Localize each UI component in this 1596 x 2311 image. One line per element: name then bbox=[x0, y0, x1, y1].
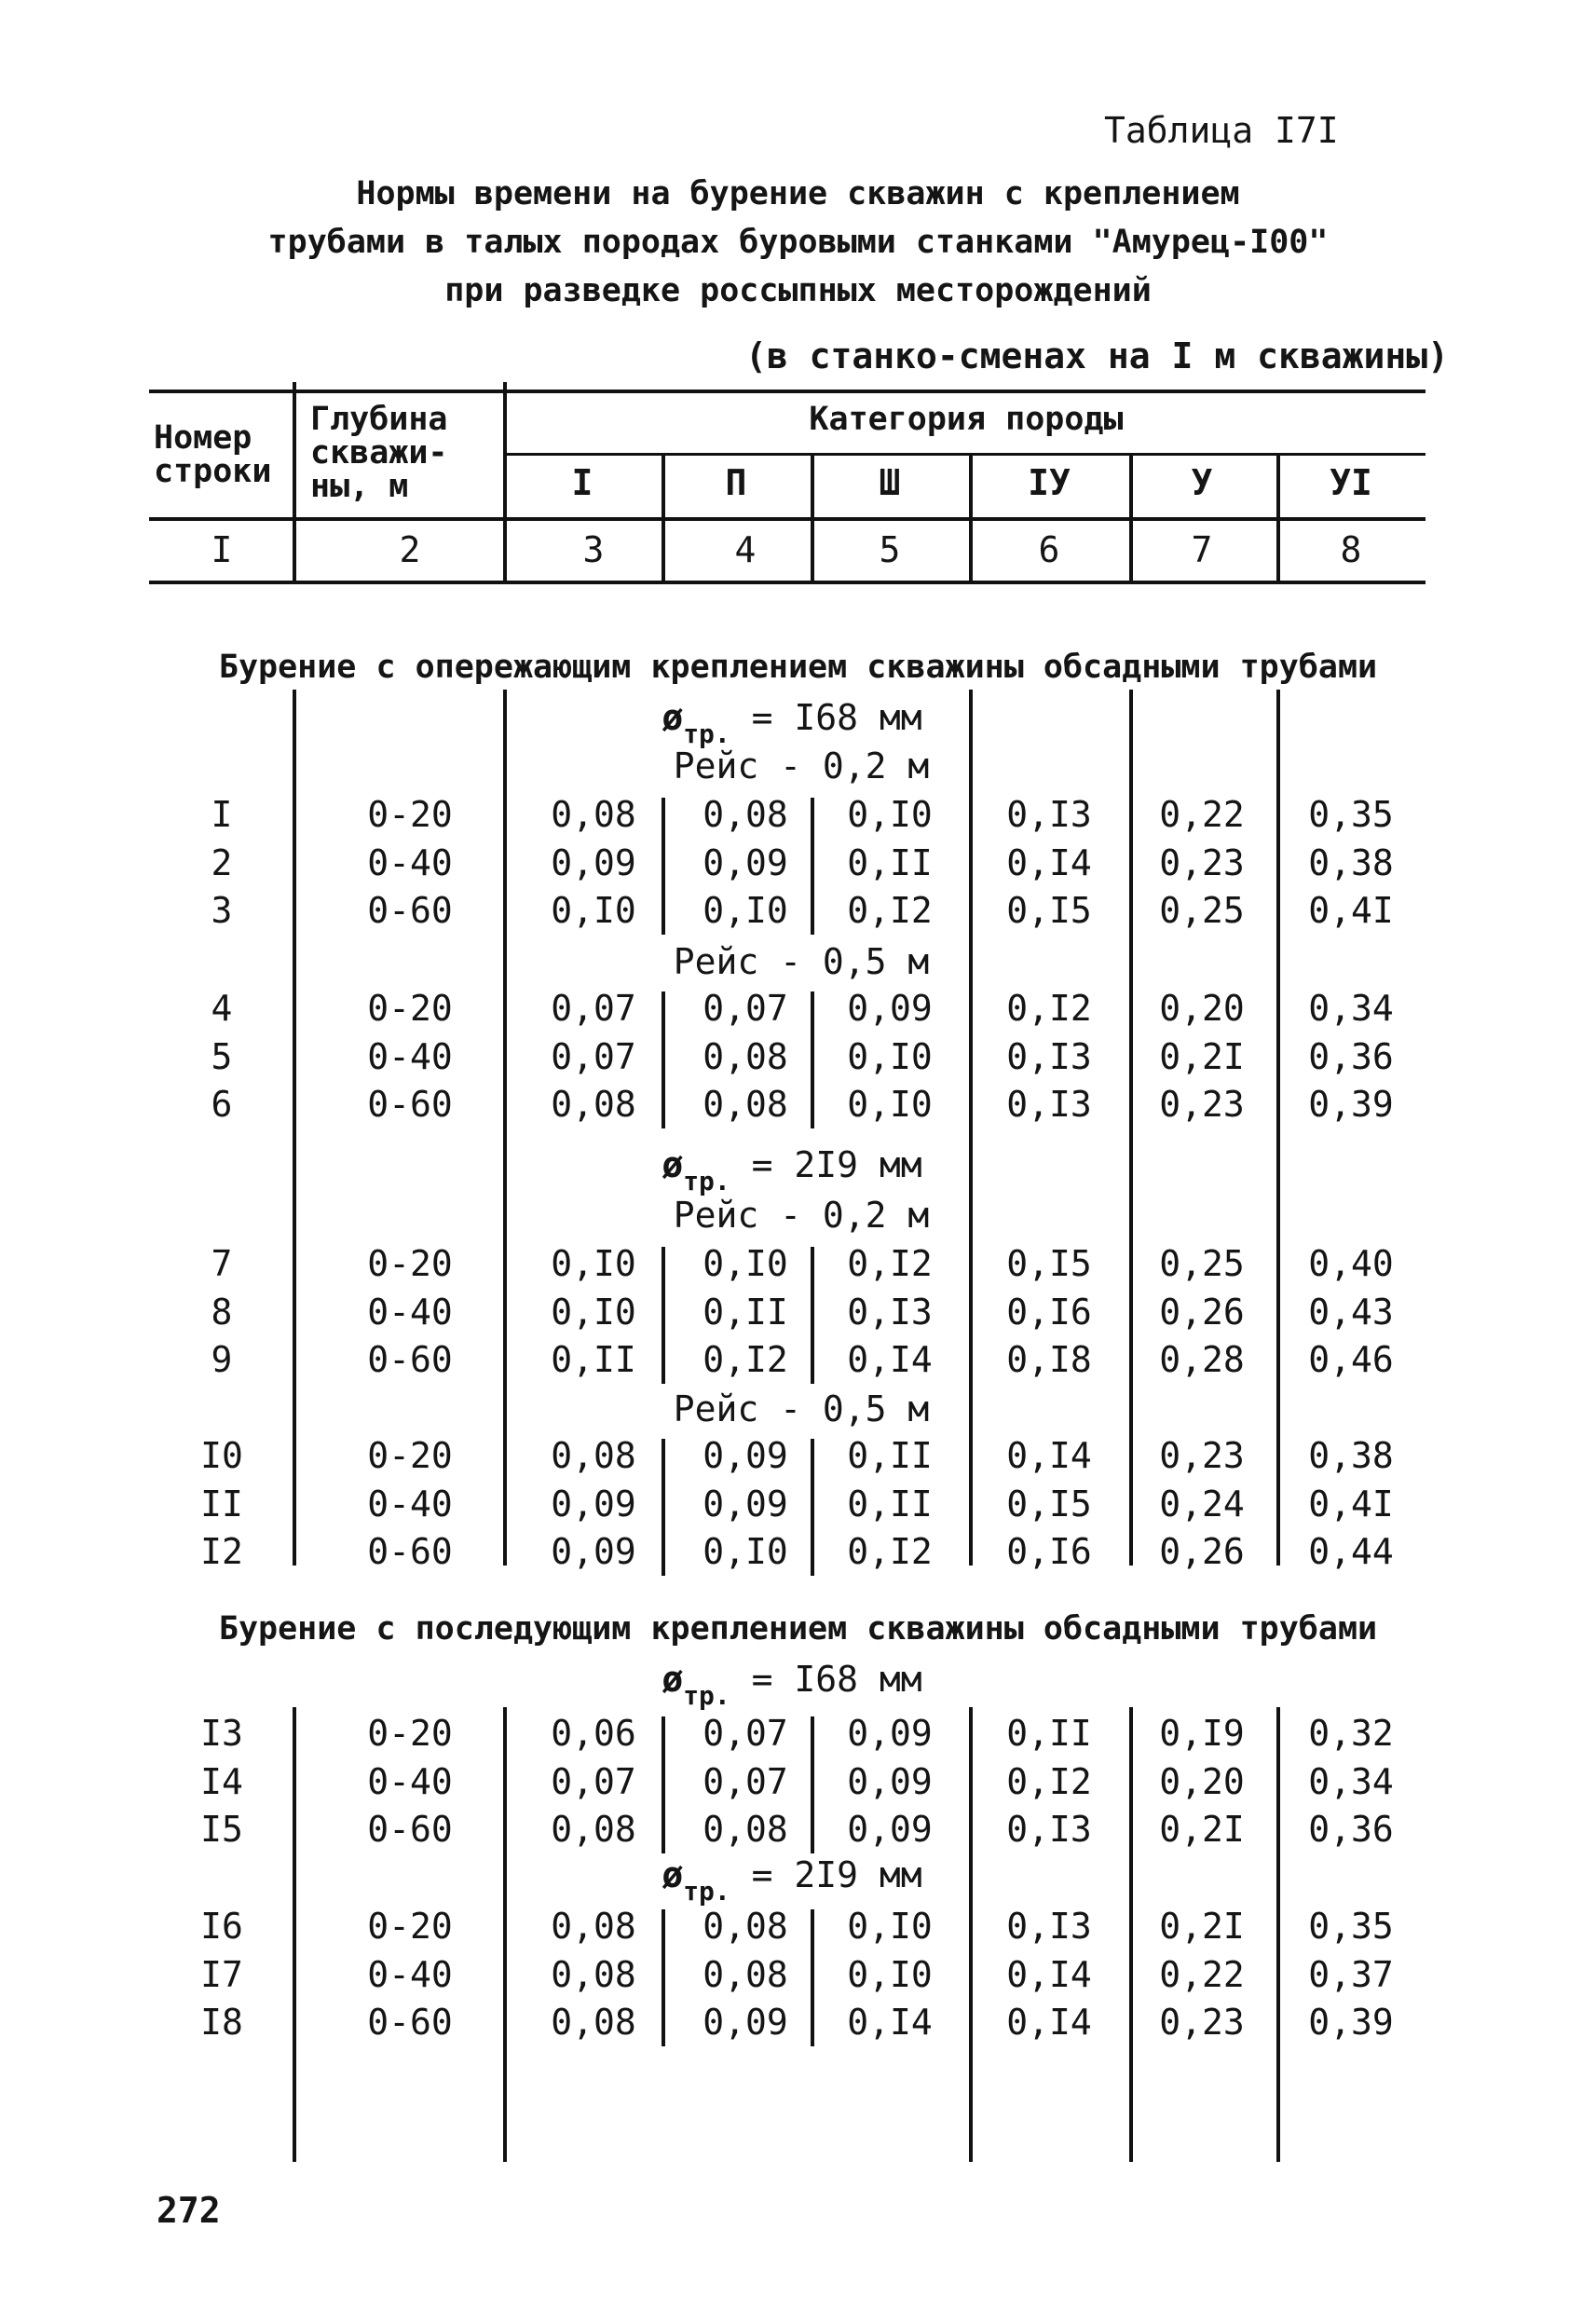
column-divider bbox=[293, 690, 296, 1566]
norm-cell-cat-6: 0,44 bbox=[1308, 1531, 1394, 1572]
norm-cell-cat-6: 0,32 bbox=[1308, 1713, 1394, 1754]
depth-cell: 0-60 bbox=[367, 1809, 453, 1850]
title-line-2: трубами в талых породах буровыми станками "Амурец-I00" bbox=[267, 224, 1329, 261]
norm-cell-cat-2: 0,09 bbox=[703, 2002, 788, 2043]
norm-cell-cat-2: 0,07 bbox=[703, 1713, 788, 1754]
row-number: I2 bbox=[200, 1531, 243, 1572]
norm-cell-cat-5: 0,23 bbox=[1159, 1435, 1245, 1476]
norm-cell-cat-3: 0,I0 bbox=[847, 1084, 933, 1125]
column-number-5: 5 bbox=[879, 529, 901, 570]
norm-cell-cat-6: 0,37 bbox=[1308, 1953, 1394, 1995]
norm-cell-cat-2: 0,09 bbox=[703, 841, 788, 883]
depth-cell: 0-20 bbox=[367, 1906, 453, 1947]
diameter-subscript: тр. bbox=[683, 718, 730, 749]
depth-cell: 0-20 bbox=[367, 794, 453, 835]
column-number-1: I bbox=[211, 529, 233, 570]
pipe-diameter-label bbox=[559, 697, 1025, 749]
row-number: 9 bbox=[211, 1339, 233, 1380]
norm-cell-cat-2: 0,07 bbox=[703, 1760, 788, 1802]
header-divider-7 bbox=[1276, 455, 1280, 584]
norm-cell-cat-3: 0,09 bbox=[847, 988, 933, 1029]
column-number-6: 6 bbox=[1038, 529, 1060, 570]
diameter-value: = I68 мм bbox=[730, 697, 922, 738]
header-category: Категория породы bbox=[809, 401, 1124, 438]
column-divider bbox=[811, 991, 814, 1128]
norm-cell-cat-5: 0,22 bbox=[1159, 1953, 1245, 1995]
header-category-1: I bbox=[571, 462, 593, 503]
norm-cell-cat-4: 0,I3 bbox=[1006, 1084, 1092, 1125]
depth-cell: 0-40 bbox=[367, 1291, 453, 1333]
norm-cell-cat-4: 0,I3 bbox=[1006, 1035, 1092, 1077]
norm-cell-cat-3: 0,09 bbox=[847, 1760, 933, 1802]
header-divider-3 bbox=[662, 455, 665, 584]
norm-cell-cat-5: 0,25 bbox=[1159, 890, 1245, 931]
norm-cell-cat-2: 0,07 bbox=[703, 988, 788, 1029]
column-divider bbox=[811, 1716, 814, 1853]
norm-cell-cat-2: 0,08 bbox=[703, 1953, 788, 1995]
trip-length-label: Рейс - 0,5 м bbox=[673, 941, 930, 982]
norm-cell-cat-2: 0,08 bbox=[703, 1809, 788, 1850]
diameter-value: = I68 мм bbox=[730, 1659, 922, 1700]
norm-cell-cat-4: 0,I5 bbox=[1006, 1483, 1092, 1525]
norm-cell-cat-3: 0,I4 bbox=[847, 1339, 933, 1380]
row-number: I7 bbox=[200, 1953, 243, 1995]
norm-cell-cat-6: 0,40 bbox=[1308, 1243, 1394, 1284]
norm-cell-cat-6: 0,46 bbox=[1308, 1339, 1394, 1380]
norm-cell-cat-1: 0,07 bbox=[551, 1035, 636, 1077]
table-label: Таблица I7I bbox=[1104, 110, 1339, 151]
pipe-diameter-label bbox=[559, 1144, 1025, 1197]
depth-cell: 0-60 bbox=[367, 2002, 453, 2043]
norm-cell-cat-1: 0,08 bbox=[551, 1435, 636, 1476]
colnum-bottom-rule bbox=[149, 581, 1425, 584]
row-number: I5 bbox=[200, 1809, 243, 1850]
norm-cell-cat-3: 0,II bbox=[847, 1435, 933, 1476]
row-number: II bbox=[200, 1483, 243, 1525]
norm-cell-cat-5: 0,22 bbox=[1159, 794, 1245, 835]
norm-cell-cat-2: 0,II bbox=[703, 1291, 788, 1333]
title-line-1: Нормы времени на бурение скважин с креплением bbox=[356, 175, 1240, 212]
diameter-subscript: тр. bbox=[683, 1166, 730, 1197]
page-number: 272 bbox=[157, 2190, 221, 2231]
norm-cell-cat-2: 0,08 bbox=[703, 1035, 788, 1077]
norm-cell-cat-3: 0,09 bbox=[847, 1809, 933, 1850]
norm-cell-cat-5: 0,20 bbox=[1159, 1760, 1245, 1802]
depth-cell: 0-60 bbox=[367, 1084, 453, 1125]
norm-cell-cat-2: 0,08 bbox=[703, 1906, 788, 1947]
norm-cell-cat-5: 0,I9 bbox=[1159, 1713, 1245, 1754]
norm-cell-cat-1: 0,II bbox=[551, 1339, 636, 1380]
norm-cell-cat-6: 0,35 bbox=[1308, 794, 1394, 835]
depth-cell: 0-60 bbox=[367, 890, 453, 931]
pipe-diameter-label bbox=[559, 1854, 1025, 1907]
column-number-7: 7 bbox=[1191, 529, 1213, 570]
header-top-rule bbox=[149, 390, 1425, 393]
header-category-rule bbox=[503, 453, 1425, 456]
trip-length-label: Рейс - 0,2 м bbox=[673, 745, 930, 786]
column-divider bbox=[969, 1707, 973, 2162]
norm-cell-cat-2: 0,08 bbox=[703, 794, 788, 835]
norm-cell-cat-6: 0,38 bbox=[1308, 841, 1394, 883]
diameter-value: = 2I9 мм bbox=[730, 1144, 922, 1185]
norm-cell-cat-4: 0,I6 bbox=[1006, 1291, 1092, 1333]
norm-cell-cat-1: 0,08 bbox=[551, 1906, 636, 1947]
norm-cell-cat-6: 0,36 bbox=[1308, 1809, 1394, 1850]
norm-cell-cat-2: 0,I0 bbox=[703, 1243, 788, 1284]
norm-cell-cat-1: 0,08 bbox=[551, 1084, 636, 1125]
header-depth-2: скважи- bbox=[310, 434, 448, 472]
norm-cell-cat-4: 0,I4 bbox=[1006, 2002, 1092, 2043]
norm-cell-cat-2: 0,I0 bbox=[703, 1531, 788, 1572]
norm-cell-cat-2: 0,09 bbox=[703, 1435, 788, 1476]
norm-cell-cat-3: 0,I2 bbox=[847, 1243, 933, 1284]
depth-cell: 0-40 bbox=[367, 841, 453, 883]
norm-cell-cat-2: 0,I2 bbox=[703, 1339, 788, 1380]
norm-cell-cat-1: 0,08 bbox=[551, 794, 636, 835]
norm-cell-cat-1: 0,07 bbox=[551, 1760, 636, 1802]
norm-cell-cat-1: 0,09 bbox=[551, 1531, 636, 1572]
column-divider bbox=[1276, 1707, 1280, 2162]
header-divider-4 bbox=[811, 455, 814, 584]
diameter-subscript: тр. bbox=[683, 1876, 730, 1907]
norm-cell-cat-4: 0,I6 bbox=[1006, 1531, 1092, 1572]
header-category-6: УI bbox=[1330, 462, 1372, 503]
header-divider-5 bbox=[969, 455, 973, 584]
header-category-2: П bbox=[725, 462, 747, 503]
row-number: I4 bbox=[200, 1760, 243, 1802]
norm-cell-cat-4: 0,I4 bbox=[1006, 841, 1092, 883]
column-divider bbox=[662, 991, 665, 1128]
diameter-symbol: ø bbox=[662, 1854, 684, 1895]
depth-cell: 0-40 bbox=[367, 1953, 453, 1995]
row-number: 6 bbox=[211, 1084, 233, 1125]
norm-cell-cat-4: 0,I5 bbox=[1006, 1243, 1092, 1284]
norm-cell-cat-5: 0,26 bbox=[1159, 1531, 1245, 1572]
norm-cell-cat-4: 0,I5 bbox=[1006, 890, 1092, 931]
norm-cell-cat-3: 0,09 bbox=[847, 1713, 933, 1754]
column-number-3: 3 bbox=[582, 529, 605, 570]
norm-cell-cat-5: 0,24 bbox=[1159, 1483, 1245, 1525]
norm-cell-cat-2: 0,08 bbox=[703, 1084, 788, 1125]
norm-cell-cat-4: 0,II bbox=[1006, 1713, 1092, 1754]
column-divider bbox=[662, 1439, 665, 1576]
norm-cell-cat-2: 0,09 bbox=[703, 1483, 788, 1525]
header-divider-6 bbox=[1129, 455, 1133, 584]
row-number: I3 bbox=[200, 1713, 243, 1754]
norm-cell-cat-6: 0,4I bbox=[1308, 1483, 1394, 1525]
section-title-2: Бурение с последующим креплением скважины обсадными трубами bbox=[218, 1610, 1378, 1648]
norm-cell-cat-6: 0,34 bbox=[1308, 1760, 1394, 1802]
row-number: 3 bbox=[211, 890, 233, 931]
norm-cell-cat-4: 0,I3 bbox=[1006, 1809, 1092, 1850]
depth-cell: 0-20 bbox=[367, 1243, 453, 1284]
header-depth-1: Глубина bbox=[310, 401, 448, 438]
column-divider bbox=[811, 1439, 814, 1576]
depth-cell: 0-60 bbox=[367, 1531, 453, 1572]
row-number: 5 bbox=[211, 1035, 233, 1077]
norm-cell-cat-6: 0,34 bbox=[1308, 988, 1394, 1029]
header-category-4: IУ bbox=[1028, 462, 1071, 503]
depth-cell: 0-40 bbox=[367, 1760, 453, 1802]
title-line-3: при разведке россыпных месторождений bbox=[444, 272, 1152, 309]
norm-cell-cat-3: 0,I3 bbox=[847, 1291, 933, 1333]
row-number: 8 bbox=[211, 1291, 233, 1333]
column-divider bbox=[811, 798, 814, 935]
column-number-4: 4 bbox=[734, 529, 757, 570]
norm-cell-cat-6: 0,35 bbox=[1308, 1906, 1394, 1947]
diameter-symbol: ø bbox=[662, 697, 684, 738]
trip-length-label: Рейс - 0,2 м bbox=[673, 1195, 930, 1236]
row-number: 2 bbox=[211, 841, 233, 883]
depth-cell: 0-40 bbox=[367, 1035, 453, 1077]
norm-cell-cat-3: 0,I2 bbox=[847, 890, 933, 931]
norm-cell-cat-2: 0,I0 bbox=[703, 890, 788, 931]
norm-cell-cat-1: 0,I0 bbox=[551, 890, 636, 931]
norm-cell-cat-3: 0,I4 bbox=[847, 2002, 933, 2043]
norm-cell-cat-4: 0,I2 bbox=[1006, 1760, 1092, 1802]
norm-cell-cat-1: 0,06 bbox=[551, 1713, 636, 1754]
column-divider bbox=[1276, 690, 1280, 1566]
unit-note: (в станко-сменах на I м скважины) bbox=[745, 335, 1449, 376]
column-divider bbox=[662, 1909, 665, 2046]
column-number-2: 2 bbox=[399, 529, 421, 570]
row-number: I8 bbox=[200, 2002, 243, 2043]
norm-cell-cat-3: 0,I2 bbox=[847, 1531, 933, 1572]
row-number: I bbox=[211, 794, 233, 835]
trip-length-label: Рейс - 0,5 м bbox=[673, 1388, 930, 1429]
header-category-5: У bbox=[1191, 462, 1213, 503]
diameter-subscript: тр. bbox=[683, 1680, 730, 1711]
norm-cell-cat-1: 0,I0 bbox=[551, 1291, 636, 1333]
header-category-3: Ш bbox=[879, 462, 901, 503]
norm-cell-cat-4: 0,I2 bbox=[1006, 988, 1092, 1029]
norm-cell-cat-4: 0,I4 bbox=[1006, 1435, 1092, 1476]
norm-cell-cat-3: 0,I0 bbox=[847, 794, 933, 835]
diameter-symbol: ø bbox=[662, 1659, 684, 1700]
norm-cell-cat-6: 0,39 bbox=[1308, 1084, 1394, 1125]
norm-cell-cat-3: 0,II bbox=[847, 1483, 933, 1525]
header-row-no-2: строки bbox=[154, 453, 272, 490]
pipe-diameter-label bbox=[559, 1659, 1025, 1711]
norm-cell-cat-6: 0,4I bbox=[1308, 890, 1394, 931]
norm-cell-cat-4: 0,I8 bbox=[1006, 1339, 1092, 1380]
depth-cell: 0-20 bbox=[367, 1435, 453, 1476]
depth-cell: 0-60 bbox=[367, 1339, 453, 1380]
header-depth-3: ны, м bbox=[310, 468, 409, 505]
norm-cell-cat-3: 0,II bbox=[847, 841, 933, 883]
column-divider bbox=[503, 690, 507, 1566]
norm-cell-cat-1: 0,09 bbox=[551, 1483, 636, 1525]
diameter-value: = 2I9 мм bbox=[730, 1854, 922, 1895]
norm-cell-cat-5: 0,25 bbox=[1159, 1243, 1245, 1284]
depth-cell: 0-20 bbox=[367, 1713, 453, 1754]
column-divider bbox=[969, 690, 973, 1566]
norm-cell-cat-5: 0,23 bbox=[1159, 841, 1245, 883]
norm-cell-cat-1: 0,09 bbox=[551, 841, 636, 883]
diameter-symbol: ø bbox=[662, 1144, 684, 1185]
column-divider bbox=[293, 1707, 296, 2162]
norm-cell-cat-1: 0,08 bbox=[551, 1809, 636, 1850]
norm-cell-cat-5: 0,23 bbox=[1159, 1084, 1245, 1125]
norm-cell-cat-6: 0,39 bbox=[1308, 2002, 1394, 2043]
header-row-no-1: Номер bbox=[154, 419, 252, 457]
norm-cell-cat-1: 0,07 bbox=[551, 988, 636, 1029]
row-number: 4 bbox=[211, 988, 233, 1029]
norm-cell-cat-1: 0,08 bbox=[551, 1953, 636, 1995]
depth-cell: 0-40 bbox=[367, 1483, 453, 1525]
norm-cell-cat-5: 0,26 bbox=[1159, 1291, 1245, 1333]
column-divider bbox=[811, 1247, 814, 1384]
norm-cell-cat-6: 0,36 bbox=[1308, 1035, 1394, 1077]
column-divider bbox=[503, 1707, 507, 2162]
norm-cell-cat-6: 0,38 bbox=[1308, 1435, 1394, 1476]
section-title-1: Бурение с опережающим креплением скважины обсадными трубами bbox=[218, 649, 1378, 686]
column-divider bbox=[662, 1716, 665, 1853]
norm-cell-cat-3: 0,I0 bbox=[847, 1035, 933, 1077]
norm-cell-cat-4: 0,I4 bbox=[1006, 1953, 1092, 1995]
norm-cell-cat-5: 0,20 bbox=[1159, 988, 1245, 1029]
norm-cell-cat-4: 0,I3 bbox=[1006, 1906, 1092, 1947]
norm-cell-cat-5: 0,2I bbox=[1159, 1035, 1245, 1077]
norm-cell-cat-4: 0,I3 bbox=[1006, 794, 1092, 835]
column-divider bbox=[1129, 690, 1133, 1566]
depth-cell: 0-20 bbox=[367, 988, 453, 1029]
norm-cell-cat-1: 0,I0 bbox=[551, 1243, 636, 1284]
norm-cell-cat-1: 0,08 bbox=[551, 2002, 636, 2043]
norm-cell-cat-5: 0,28 bbox=[1159, 1339, 1245, 1380]
norm-cell-cat-6: 0,43 bbox=[1308, 1291, 1394, 1333]
norm-cell-cat-5: 0,23 bbox=[1159, 2002, 1245, 2043]
column-divider bbox=[811, 1909, 814, 2046]
column-divider bbox=[1129, 1707, 1133, 2162]
norm-cell-cat-5: 0,2I bbox=[1159, 1906, 1245, 1947]
row-number: 7 bbox=[211, 1243, 233, 1284]
norm-cell-cat-3: 0,I0 bbox=[847, 1906, 933, 1947]
row-number: I0 bbox=[200, 1435, 243, 1476]
header-divider-1 bbox=[293, 382, 296, 584]
column-divider bbox=[662, 1247, 665, 1384]
column-divider bbox=[662, 798, 665, 935]
row-number: I6 bbox=[200, 1906, 243, 1947]
column-number-8: 8 bbox=[1340, 529, 1362, 570]
header-bottom-rule bbox=[149, 517, 1425, 521]
norm-cell-cat-3: 0,I0 bbox=[847, 1953, 933, 1995]
norm-cell-cat-5: 0,2I bbox=[1159, 1809, 1245, 1850]
